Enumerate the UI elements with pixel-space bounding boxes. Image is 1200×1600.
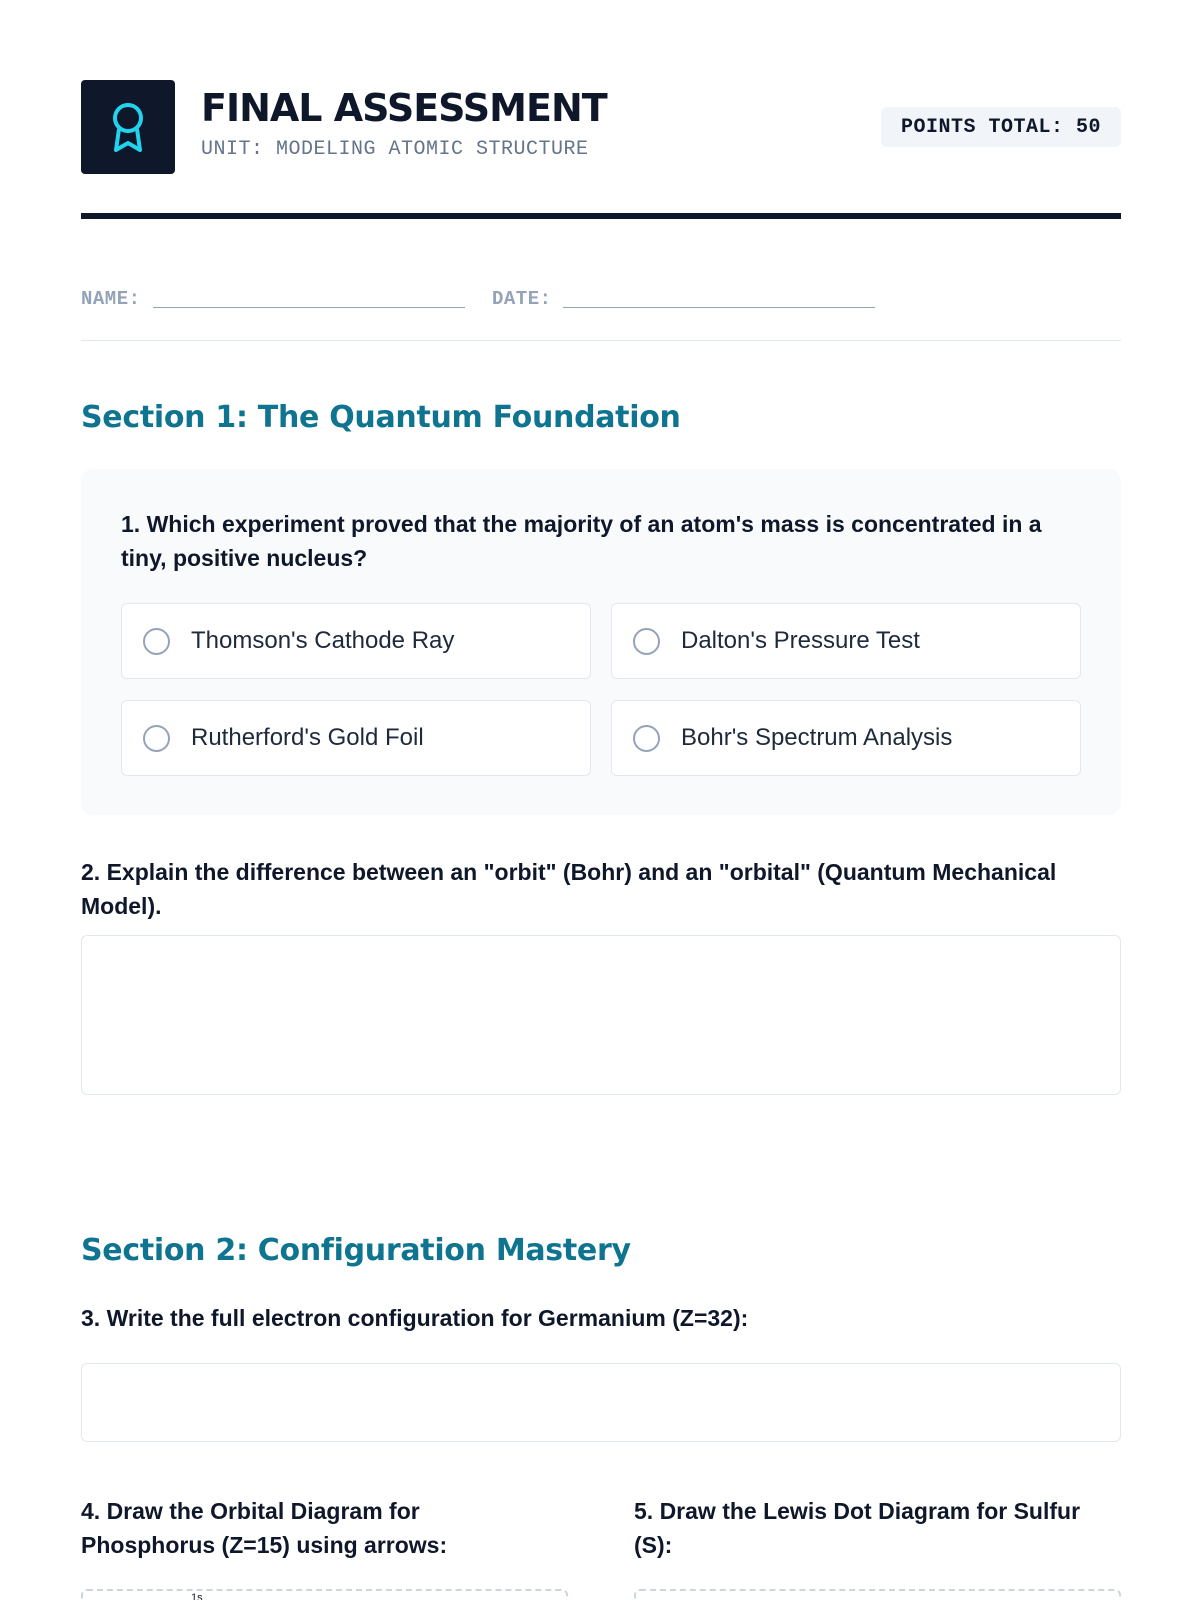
- unit-subtitle: UNIT: MODELING ATOMIC STRUCTURE: [201, 138, 589, 161]
- assessment-page: [81, 0, 1121, 1600]
- radio-circle-icon[interactable]: [143, 628, 170, 655]
- question-5-text: 5. Draw the Lewis Dot Diagram for Sulfur (S):: [634, 1498, 1081, 1558]
- question-5-drawing-area[interactable]: [634, 1589, 1121, 1600]
- question-2-text: 2. Explain the difference between an "orbit" (Bohr) and an "orbital" (Quantum Mechanical Model).: [81, 859, 1057, 919]
- header-rule: [81, 213, 1121, 219]
- section-2-title: Section 2: Configuration Mastery: [81, 1233, 631, 1268]
- radio-circle-icon[interactable]: [633, 628, 660, 655]
- option-dalton[interactable]: [611, 603, 1081, 679]
- points-badge: POINTS TOTAL: 50: [881, 107, 1121, 147]
- question-1-card: [81, 469, 1121, 815]
- name-label: NAME:: [81, 288, 141, 310]
- question-4-text: 4. Draw the Orbital Diagram for Phosphorus (Z=15) using arrows:: [81, 1498, 448, 1558]
- option-rutherford[interactable]: [121, 700, 591, 776]
- orbital-label: 1s: [191, 1592, 203, 1600]
- question-2-answer-box[interactable]: [81, 935, 1121, 1095]
- question-4-drawing-area[interactable]: [81, 1589, 568, 1600]
- question-1-text: 1. Which experiment proved that the majority of an atom's mass is concentrated in a tiny, positive nucleus?: [121, 511, 1042, 571]
- student-info-row: [81, 286, 1121, 326]
- option-label: Bohr's Spectrum Analysis: [681, 724, 953, 751]
- question-3-answer-box[interactable]: [81, 1363, 1121, 1442]
- header: [81, 80, 1121, 174]
- radio-circle-icon[interactable]: [143, 725, 170, 752]
- option-label: Rutherford's Gold Foil: [191, 724, 424, 751]
- page-title: FINAL ASSESSMENT: [201, 86, 607, 130]
- option-thomson[interactable]: [121, 603, 591, 679]
- option-label: Thomson's Cathode Ray: [191, 627, 455, 654]
- date-label: DATE:: [492, 288, 552, 310]
- logo: [81, 80, 175, 174]
- name-field[interactable]: [153, 306, 465, 308]
- option-bohr[interactable]: [611, 700, 1081, 776]
- award-ribbon-icon: [108, 100, 148, 154]
- date-field[interactable]: [563, 306, 875, 308]
- section-1-title: Section 1: The Quantum Foundation: [81, 400, 681, 435]
- question-3-text: 3. Write the full electron configuration for Germanium (Z=32):: [81, 1305, 749, 1331]
- option-label: Dalton's Pressure Test: [681, 627, 920, 654]
- radio-circle-icon[interactable]: [633, 725, 660, 752]
- divider: [81, 340, 1121, 341]
